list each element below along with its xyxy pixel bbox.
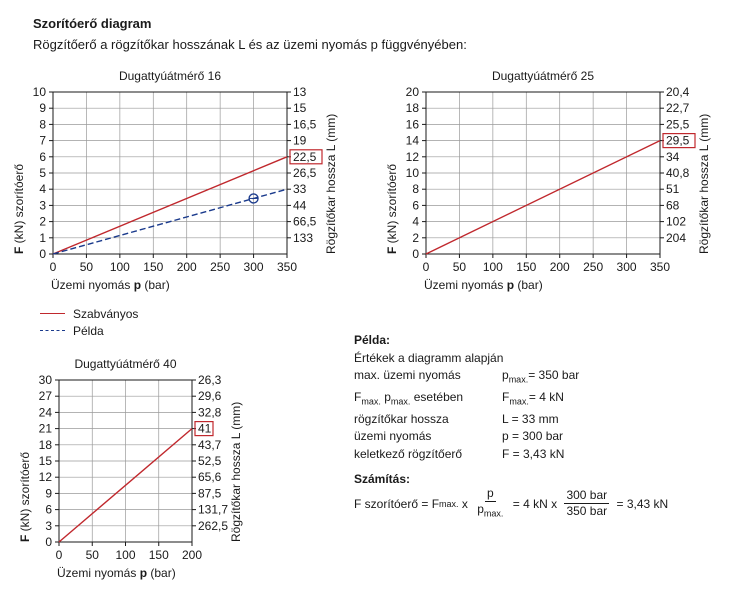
y2-axis-label: Rögzítőkar hossza L (mm) bbox=[324, 113, 338, 254]
x-tick-label: 150 bbox=[516, 260, 537, 274]
example-panel bbox=[354, 332, 579, 463]
example-row bbox=[354, 367, 579, 389]
chart-title: Dugattyúátmérő 40 bbox=[74, 357, 177, 371]
y2-tick-label: 102 bbox=[666, 214, 687, 229]
legend-swatch-example bbox=[40, 330, 65, 331]
y-tick-label: 21 bbox=[38, 421, 52, 436]
calculation-formula: F szorítóerő = F max. x $\frac{p}{p_{max.}}$ = 4 kN x $\frac{\text{300 bar}}{\text{350 bar}}$ = 3,43 kN bbox=[354, 486, 668, 521]
page-subtitle: Rögzítőerő a rögzítőkar hosszának L és az üzemi nyomás p függvényében: bbox=[33, 37, 467, 52]
page-title: Szorítóerő diagram bbox=[33, 16, 152, 31]
y-tick-label: 0 bbox=[39, 247, 46, 261]
x-tick-label: 50 bbox=[452, 260, 467, 274]
y2-axis-label: Rögzítőkar hossza L (mm) bbox=[229, 401, 243, 542]
y-tick-label: 6 bbox=[39, 149, 46, 164]
y2-tick-label: 40,8 bbox=[666, 166, 690, 180]
x-tick-label: 100 bbox=[109, 260, 130, 274]
x-axis-label: Üzemi nyomás p (bar) bbox=[424, 278, 543, 292]
y2-tick-label: 34 bbox=[666, 149, 680, 164]
x-tick-label: 250 bbox=[583, 260, 604, 274]
y2-tick-label: 51 bbox=[666, 182, 680, 197]
y2-tick-label: 19 bbox=[293, 133, 307, 148]
x-tick-label: 150 bbox=[143, 260, 164, 274]
y2-tick-label: 65,6 bbox=[198, 470, 222, 485]
example-intro: Értékek a diagramm alapján bbox=[354, 350, 504, 365]
y-tick-label: 2 bbox=[412, 230, 419, 245]
y-tick-label: 9 bbox=[39, 101, 46, 116]
y-tick-label: 1 bbox=[39, 230, 46, 245]
y-tick-label: 24 bbox=[38, 405, 52, 420]
x-tick-label: 100 bbox=[482, 260, 503, 274]
x-tick-label: 300 bbox=[243, 260, 264, 274]
example-header: Példa: bbox=[354, 333, 391, 347]
example-key: keletkező rögzítőerő bbox=[354, 446, 463, 461]
x-tick-label: 300 bbox=[616, 260, 637, 274]
x-tick-label: 0 bbox=[422, 260, 430, 274]
example-value: $p_{max.}= 350$ bar bbox=[502, 368, 580, 385]
y-axis-label: F (kN) szorítóerő bbox=[385, 163, 399, 254]
y2-tick-label: 133 bbox=[293, 230, 314, 245]
y-tick-label: 6 bbox=[412, 198, 419, 213]
y2-tick-label: 26,3 bbox=[198, 373, 222, 387]
y-tick-label: 12 bbox=[38, 470, 52, 485]
y-tick-label: 15 bbox=[38, 454, 52, 468]
y2-tick-label: 262,5 bbox=[198, 518, 229, 533]
legend-label-standard: Szabványos bbox=[73, 306, 139, 321]
example-value: $F_{max.}= 4$ kN bbox=[502, 389, 564, 407]
y-tick-label: 8 bbox=[39, 117, 46, 132]
y2-tick-label: 29,6 bbox=[198, 389, 222, 404]
y-axis-label: F (kN) szorítóerő bbox=[12, 163, 26, 254]
y2-tick-label: 66,5 bbox=[293, 214, 317, 229]
y-tick-label: 18 bbox=[405, 101, 419, 116]
example-key: max. üzemi nyomás bbox=[354, 368, 461, 382]
y-tick-label: 0 bbox=[45, 535, 52, 549]
y-tick-label: 16 bbox=[405, 117, 419, 132]
y2-tick-label: 22,5 bbox=[293, 149, 317, 164]
y2-tick-label: 16,5 bbox=[293, 117, 317, 132]
y-tick-label: 30 bbox=[38, 373, 52, 387]
y2-tick-label: 13 bbox=[293, 85, 307, 99]
x-axis-label: Üzemi nyomás p (bar) bbox=[51, 278, 170, 292]
x-tick-label: 200 bbox=[176, 260, 197, 274]
example-value: L = 33 mm bbox=[502, 411, 559, 426]
calculation-header: Számítás: bbox=[354, 472, 411, 486]
y2-tick-label: 43,7 bbox=[198, 437, 222, 452]
y-tick-label: 18 bbox=[38, 437, 52, 452]
y2-axis-label: Rögzítőkar hossza L (mm) bbox=[697, 113, 711, 254]
x-tick-label: 0 bbox=[55, 548, 63, 562]
x-tick-label: 250 bbox=[210, 260, 231, 274]
example-value: F = 3,43 kN bbox=[502, 446, 565, 461]
x-tick-label: 50 bbox=[85, 548, 99, 562]
example-key: $F_{max.}$ $p_{max.}$ esetében bbox=[354, 389, 464, 407]
y-tick-label: 5 bbox=[39, 166, 46, 180]
y-tick-label: 9 bbox=[45, 486, 52, 501]
y2-tick-label: 41 bbox=[198, 421, 212, 436]
y-axis-label: F (kN) szorítóerő bbox=[18, 451, 32, 542]
y2-tick-label: 44 bbox=[293, 198, 307, 213]
y-tick-label: 10 bbox=[405, 166, 419, 180]
chart-title: Dugattyúátmérő 25 bbox=[491, 69, 595, 83]
example-key: rögzítőkar hossza bbox=[354, 411, 449, 426]
x-tick-label: 100 bbox=[115, 548, 136, 562]
y2-tick-label: 204 bbox=[666, 230, 687, 245]
y-tick-label: 10 bbox=[32, 85, 46, 99]
y-tick-label: 27 bbox=[38, 389, 52, 404]
y-tick-label: 8 bbox=[412, 182, 419, 197]
y-tick-label: 14 bbox=[405, 133, 419, 148]
y2-tick-label: 131,7 bbox=[198, 502, 229, 517]
example-row bbox=[354, 428, 579, 446]
chart-title: Dugattyúátmérő 16 bbox=[118, 69, 222, 83]
y2-tick-label: 15 bbox=[293, 101, 307, 116]
y2-tick-label: 87,5 bbox=[198, 486, 222, 501]
y2-tick-label: 20,4 bbox=[666, 85, 690, 99]
legend-item-standard bbox=[40, 305, 138, 322]
x-tick-label: 0 bbox=[49, 260, 57, 274]
y2-tick-label: 32,8 bbox=[198, 405, 222, 420]
y-tick-label: 4 bbox=[39, 182, 46, 197]
y-tick-label: 3 bbox=[45, 518, 52, 533]
x-tick-label: 200 bbox=[549, 260, 570, 274]
y2-tick-label: 26,5 bbox=[293, 166, 317, 180]
example-row bbox=[354, 446, 579, 464]
y2-tick-label: 22,7 bbox=[666, 101, 690, 116]
example-value: p = 300 bar bbox=[502, 429, 564, 444]
y-tick-label: 12 bbox=[405, 149, 419, 164]
legend-label-example: Példa bbox=[73, 323, 104, 338]
legend-swatch-standard bbox=[40, 313, 65, 314]
y-tick-label: 7 bbox=[39, 133, 46, 148]
y-tick-label: 6 bbox=[45, 502, 52, 517]
example-key: üzemi nyomás bbox=[354, 429, 432, 444]
x-tick-label: 350 bbox=[276, 260, 298, 274]
legend-item-example bbox=[40, 322, 138, 339]
y2-tick-label: 25,5 bbox=[666, 117, 690, 132]
x-tick-label: 200 bbox=[181, 548, 203, 562]
example-row bbox=[354, 411, 579, 429]
y2-tick-label: 52,5 bbox=[198, 454, 222, 468]
y-tick-label: 3 bbox=[39, 198, 46, 213]
fraction-pressure: $\frac{p}{p_{max.}}$ bbox=[477, 486, 504, 519]
legend bbox=[40, 305, 138, 339]
x-tick-label: 150 bbox=[148, 548, 169, 562]
x-axis-label: Üzemi nyomás p (bar) bbox=[57, 566, 176, 580]
y-tick-label: 4 bbox=[412, 214, 419, 229]
fraction-bar-ratio: $\frac{\text{300 bar}}{\text{350 bar}}$ bbox=[566, 488, 608, 519]
y-tick-label: 0 bbox=[412, 247, 419, 261]
example-row bbox=[354, 389, 579, 411]
y-tick-label: 20 bbox=[405, 85, 419, 99]
x-tick-label: 350 bbox=[649, 260, 671, 274]
y-tick-label: 2 bbox=[39, 214, 46, 229]
y2-tick-label: 29,5 bbox=[666, 133, 690, 148]
y2-tick-label: 68 bbox=[666, 198, 680, 213]
x-tick-label: 50 bbox=[79, 260, 94, 274]
y2-tick-label: 33 bbox=[293, 182, 307, 197]
